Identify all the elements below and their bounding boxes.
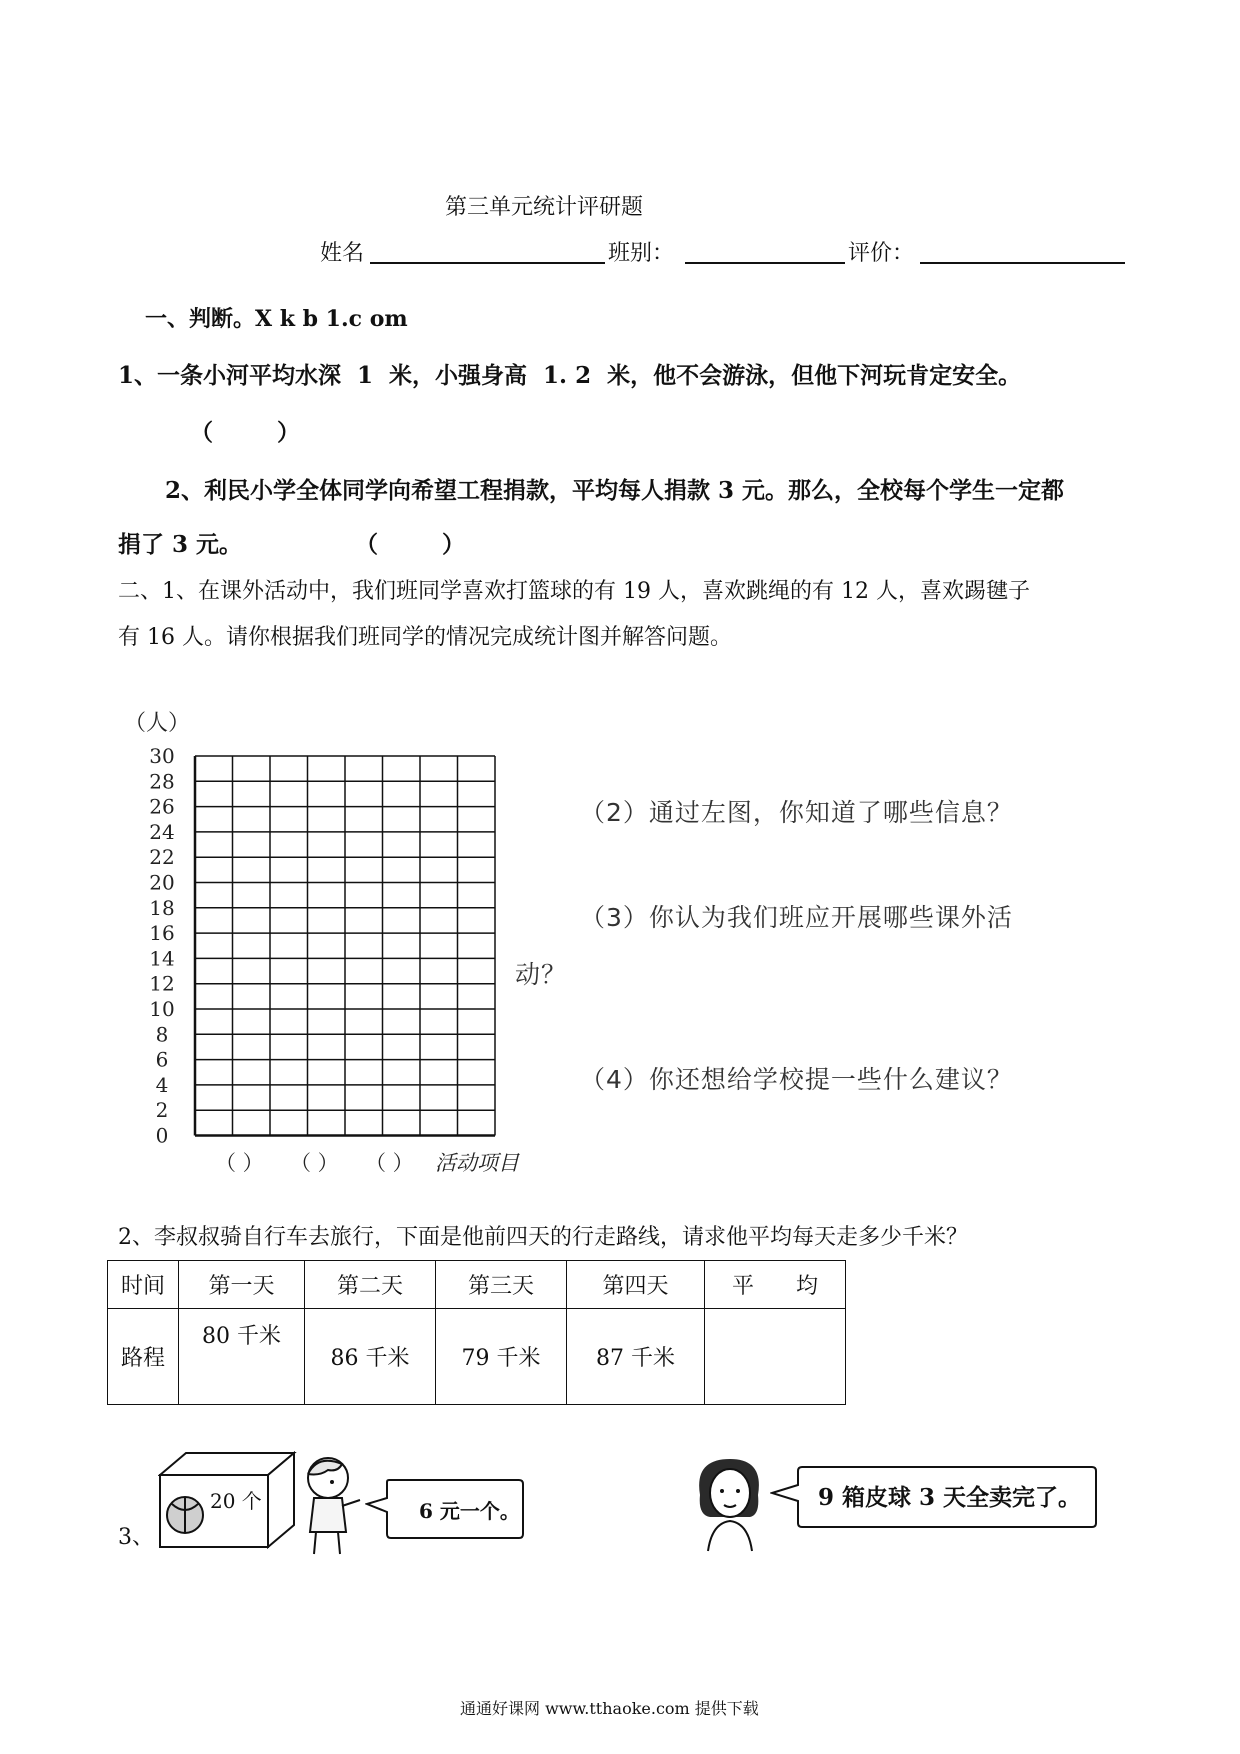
box-count-label: 20 个	[210, 1489, 262, 1513]
table-header-cell: 第三天	[436, 1261, 567, 1309]
y-tick-label: 28	[149, 769, 175, 794]
class-field[interactable]	[685, 262, 845, 264]
bar-chart-grid	[120, 700, 560, 1190]
eval-field[interactable]	[920, 262, 1125, 264]
y-tick-label: 2	[155, 1098, 169, 1123]
y-tick-label: 20	[149, 870, 175, 895]
table-header-cell: 第二天	[305, 1261, 436, 1309]
y-tick-label: 6	[155, 1047, 169, 1072]
y-tick-label: 0	[155, 1123, 169, 1148]
chart-gridlines	[195, 756, 495, 1136]
table-header-cell: 第四天	[567, 1261, 705, 1309]
question-2-info: （2）通过左图，你知道了哪些信息？	[580, 798, 1013, 827]
section2-intro-line2: 有 16 人。请你根据我们班同学的情况完成统计图并解答问题。	[118, 625, 732, 650]
section2-intro-line1: 二、1、在课外活动中，我们班同学喜欢打篮球的有 19 人，喜欢跳绳的有 12 人，喜欢踢毽子	[118, 579, 1030, 604]
speech-bubble-1	[365, 1478, 525, 1540]
name-label: 姓名	[320, 241, 365, 266]
average-answer-cell[interactable]	[705, 1309, 846, 1405]
chart-y-ticks	[149, 744, 174, 1148]
boy-icon	[298, 1450, 368, 1560]
table-row-label: 路程	[108, 1309, 179, 1405]
y-tick-label: 12	[149, 971, 175, 996]
y-tick-label: 4	[155, 1072, 169, 1097]
speech-bubble-2	[770, 1465, 1100, 1529]
table-header-cell: 平 均	[705, 1261, 846, 1309]
table-header-cell: 时间	[108, 1261, 179, 1309]
ball-icon	[167, 1497, 203, 1533]
question-3-line1: （3）你认为我们班应开展哪些课外活	[580, 903, 1013, 932]
speech1-text: 6 元一个。	[419, 1499, 520, 1523]
question-2-line1: 2、利民小学全体同学向希望工程捐款，平均每人捐款 3 元。那么，全校每个学生一定都	[165, 477, 1065, 504]
table-cell: 79 千米	[436, 1309, 567, 1405]
speech2-text: 9 箱皮球 3 天全卖完了。	[818, 1484, 1082, 1511]
chart-ylabel: （人）	[124, 711, 191, 736]
table-header-row	[108, 1261, 846, 1309]
question-3-number: 3、	[118, 1525, 154, 1550]
class-label: 班别：	[608, 241, 675, 266]
teacher-icon	[690, 1455, 770, 1555]
y-tick-label: 18	[149, 895, 175, 920]
trip-table	[107, 1260, 846, 1405]
question-2-line2: 捐了 3 元。	[118, 531, 243, 558]
chart-category-blanks	[215, 1151, 414, 1175]
y-tick-label: 16	[149, 921, 175, 946]
question-3-line2: 动？	[515, 960, 568, 989]
table-header-cell: 第一天	[179, 1261, 305, 1309]
answer-blank-2[interactable]: （ ）	[355, 531, 466, 558]
eval-label: 评价：	[848, 241, 915, 266]
y-tick-label: 24	[149, 819, 175, 844]
name-field[interactable]	[370, 262, 605, 264]
x-category-blank: （ ）	[215, 1151, 264, 1175]
x-category-blank: （ ）	[365, 1151, 414, 1175]
table-cell: 87 千米	[567, 1309, 705, 1405]
chart-xlabel: 活动项目	[435, 1151, 519, 1175]
answer-blank-1[interactable]: （ ）	[190, 419, 301, 446]
y-tick-label: 8	[155, 1022, 169, 1047]
question-4-suggest: （4）你还想给学校提一些什么建议？	[580, 1065, 1013, 1094]
table-cell: 86 千米	[305, 1309, 436, 1405]
y-tick-label: 22	[149, 845, 175, 870]
box-icon	[158, 1450, 298, 1550]
y-tick-label: 26	[149, 794, 175, 819]
section1-heading: 一、判断。X k b 1.c om	[145, 306, 408, 332]
footer-credit: 通通好课网 www.tthaoke.com 提供下载	[460, 1699, 759, 1718]
trip-question: 2、李叔叔骑自行车去旅行，下面是他前四天的行走路线，请求他平均每天走多少千米？	[118, 1225, 968, 1250]
x-category-blank: （ ）	[290, 1151, 339, 1175]
y-tick-label: 30	[149, 744, 175, 768]
table-row	[108, 1309, 846, 1405]
table-cell: 80 千米	[179, 1309, 305, 1405]
page-title: 第三单元统计评研题	[445, 195, 644, 220]
y-tick-label: 10	[149, 997, 175, 1021]
y-tick-label: 14	[149, 946, 175, 971]
question-1: 1、一条小河平均水深 1 米，小强身高 1. 2 米，他不会游泳，但他下河玩肯定安全。	[118, 362, 1022, 389]
